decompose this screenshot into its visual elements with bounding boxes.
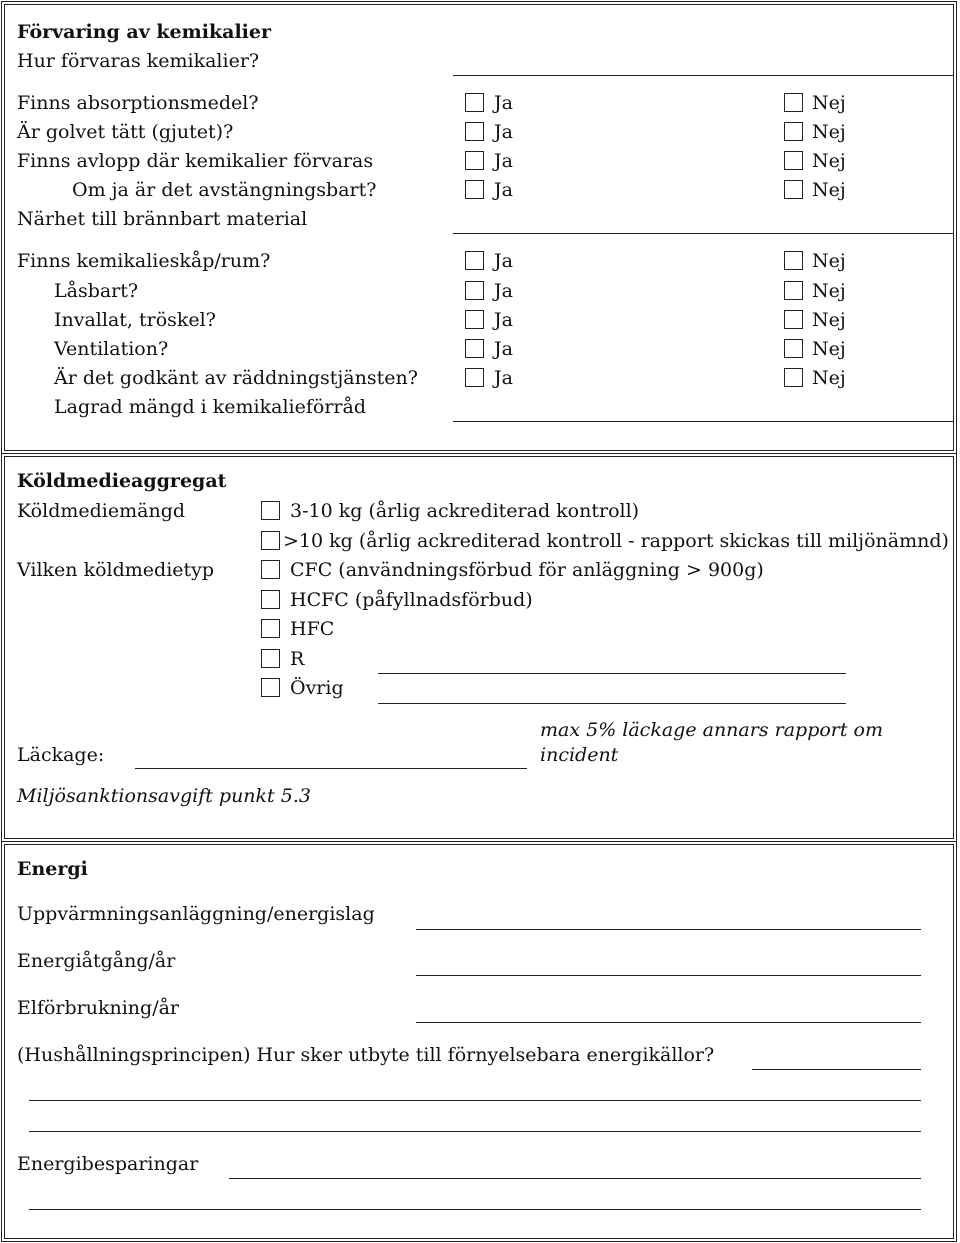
option-r-answer-line[interactable]: [378, 673, 846, 674]
row-lockable-no-checkbox[interactable]: [784, 281, 803, 300]
option-hfc-checkbox[interactable]: [261, 619, 280, 638]
row-drain-no-label: Nej: [812, 150, 846, 172]
row-floor-yes-label: Ja: [494, 121, 513, 143]
row-absorption-yes-checkbox[interactable]: [465, 93, 484, 112]
row-ventilation-label: Ventilation?: [54, 338, 169, 360]
row-drain-yes-label: Ja: [494, 150, 513, 172]
leak-note: max 5% läckage annars rapport om incident: [540, 719, 884, 766]
energy-consumption-label: Energiåtgång/år: [17, 950, 176, 972]
row-floor-label: Är golvet tätt (gjutet)?: [17, 121, 234, 143]
option-over-10kg-checkbox[interactable]: [261, 531, 280, 550]
electricity-label: Elförbrukning/år: [17, 997, 180, 1019]
row-drain-label: Finns avlopp där kemikalier förvaras: [17, 150, 374, 172]
option-hfc-label: HFC: [290, 618, 335, 640]
row-absorption-no-label: Nej: [812, 92, 846, 114]
savings-answer-line-1[interactable]: [229, 1178, 921, 1179]
leak-label: Läckage:: [17, 744, 105, 766]
row-bunded-no-label: Nej: [812, 309, 846, 331]
row-lockable-yes-label: Ja: [494, 280, 513, 302]
stored-amount-label: Lagrad mängd i kemikalieförråd: [54, 396, 366, 418]
row-ventilation-no-label: Nej: [812, 338, 846, 360]
principle-label: (Hushållningsprincipen) Hur sker utbyte till förnyelsebara energikällor?: [17, 1044, 715, 1066]
row-cabinet-label: Finns kemikalieskåp/rum?: [17, 250, 271, 272]
proximity-answer-line[interactable]: [453, 233, 954, 234]
row-bunded-label: Invallat, tröskel?: [54, 309, 216, 331]
leak-answer-line[interactable]: [135, 768, 527, 769]
row-cabinet-yes-checkbox[interactable]: [465, 251, 484, 270]
energy-consumption-answer-line[interactable]: [416, 975, 921, 976]
row-drain-no-checkbox[interactable]: [784, 151, 803, 170]
option-other-answer-line[interactable]: [378, 703, 846, 704]
refrigerant-title: Köldmedieaggregat: [17, 470, 227, 492]
sanction-note: Miljösanktionsavgift punkt 5.3: [17, 785, 311, 807]
option-hcfc-label: HCFC (påfyllnadsförbud): [290, 589, 533, 611]
row-approved-no-label: Nej: [812, 367, 846, 389]
row-absorption-no-checkbox[interactable]: [784, 93, 803, 112]
storage-answer-line[interactable]: [453, 75, 954, 76]
energy-title: Energi: [17, 858, 88, 880]
refrigerant-amount-label: Köldmediemängd: [17, 500, 186, 522]
row-bunded-no-checkbox[interactable]: [784, 310, 803, 329]
heating-answer-line[interactable]: [416, 929, 921, 930]
option-r-label: R: [290, 648, 305, 670]
row-approved-yes-checkbox[interactable]: [465, 368, 484, 387]
storage-question: Hur förvaras kemikalier?: [17, 50, 260, 72]
row-ventilation-yes-checkbox[interactable]: [465, 339, 484, 358]
row-floor-yes-checkbox[interactable]: [465, 122, 484, 141]
option-3-10kg-checkbox[interactable]: [261, 501, 280, 520]
row-approved-yes-label: Ja: [494, 367, 513, 389]
row-bunded-yes-checkbox[interactable]: [465, 310, 484, 329]
row-drain-yes-checkbox[interactable]: [465, 151, 484, 170]
row-shutoff-no-checkbox[interactable]: [784, 180, 803, 199]
option-hcfc-checkbox[interactable]: [261, 590, 280, 609]
refrigerant-type-label: Vilken köldmedietyp: [17, 559, 215, 581]
principle-answer-line-3[interactable]: [29, 1131, 921, 1132]
storage-title: Förvaring av kemikalier: [17, 21, 271, 43]
row-floor-no-label: Nej: [812, 121, 846, 143]
stored-amount-answer-line[interactable]: [453, 421, 954, 422]
row-ventilation-yes-label: Ja: [494, 338, 513, 360]
savings-answer-line-2[interactable]: [29, 1209, 921, 1210]
option-over-10kg-label: >10 kg (årlig ackrediterad kontroll - rapport skickas till miljönämnd): [283, 530, 949, 552]
row-floor-no-checkbox[interactable]: [784, 122, 803, 141]
row-approved-label: Är det godkänt av räddningstjänsten?: [54, 367, 418, 389]
row-absorption-label: Finns absorptionsmedel?: [17, 92, 259, 114]
row-cabinet-no-label: Nej: [812, 250, 846, 272]
row-bunded-yes-label: Ja: [494, 309, 513, 331]
row-shutoff-yes-checkbox[interactable]: [465, 180, 484, 199]
row-approved-no-checkbox[interactable]: [784, 368, 803, 387]
row-lockable-yes-checkbox[interactable]: [465, 281, 484, 300]
heating-label: Uppvärmningsanläggning/energislag: [17, 903, 375, 925]
option-cfc-checkbox[interactable]: [261, 560, 280, 579]
row-shutoff-no-label: Nej: [812, 179, 846, 201]
row-shutoff-label: Om ja är det avstängningsbart?: [72, 179, 377, 201]
row-ventilation-no-checkbox[interactable]: [784, 339, 803, 358]
savings-label: Energibesparingar: [17, 1153, 199, 1175]
option-cfc-label: CFC (användningsförbud för anläggning > 900g): [290, 559, 764, 581]
row-lockable-no-label: Nej: [812, 280, 846, 302]
row-lockable-label: Låsbart?: [54, 280, 139, 302]
row-cabinet-yes-label: Ja: [494, 250, 513, 272]
row-cabinet-no-checkbox[interactable]: [784, 251, 803, 270]
option-other-checkbox[interactable]: [261, 678, 280, 697]
electricity-answer-line[interactable]: [416, 1022, 921, 1023]
row-shutoff-yes-label: Ja: [494, 179, 513, 201]
principle-answer-line-2[interactable]: [29, 1100, 921, 1101]
proximity-label: Närhet till brännbart material: [17, 208, 308, 230]
option-3-10kg-label: 3-10 kg (årlig ackrediterad kontroll): [290, 500, 640, 522]
row-absorption-yes-label: Ja: [494, 92, 513, 114]
option-r-checkbox[interactable]: [261, 649, 280, 668]
option-other-label: Övrig: [290, 677, 344, 699]
principle-answer-line-1[interactable]: [752, 1069, 921, 1070]
